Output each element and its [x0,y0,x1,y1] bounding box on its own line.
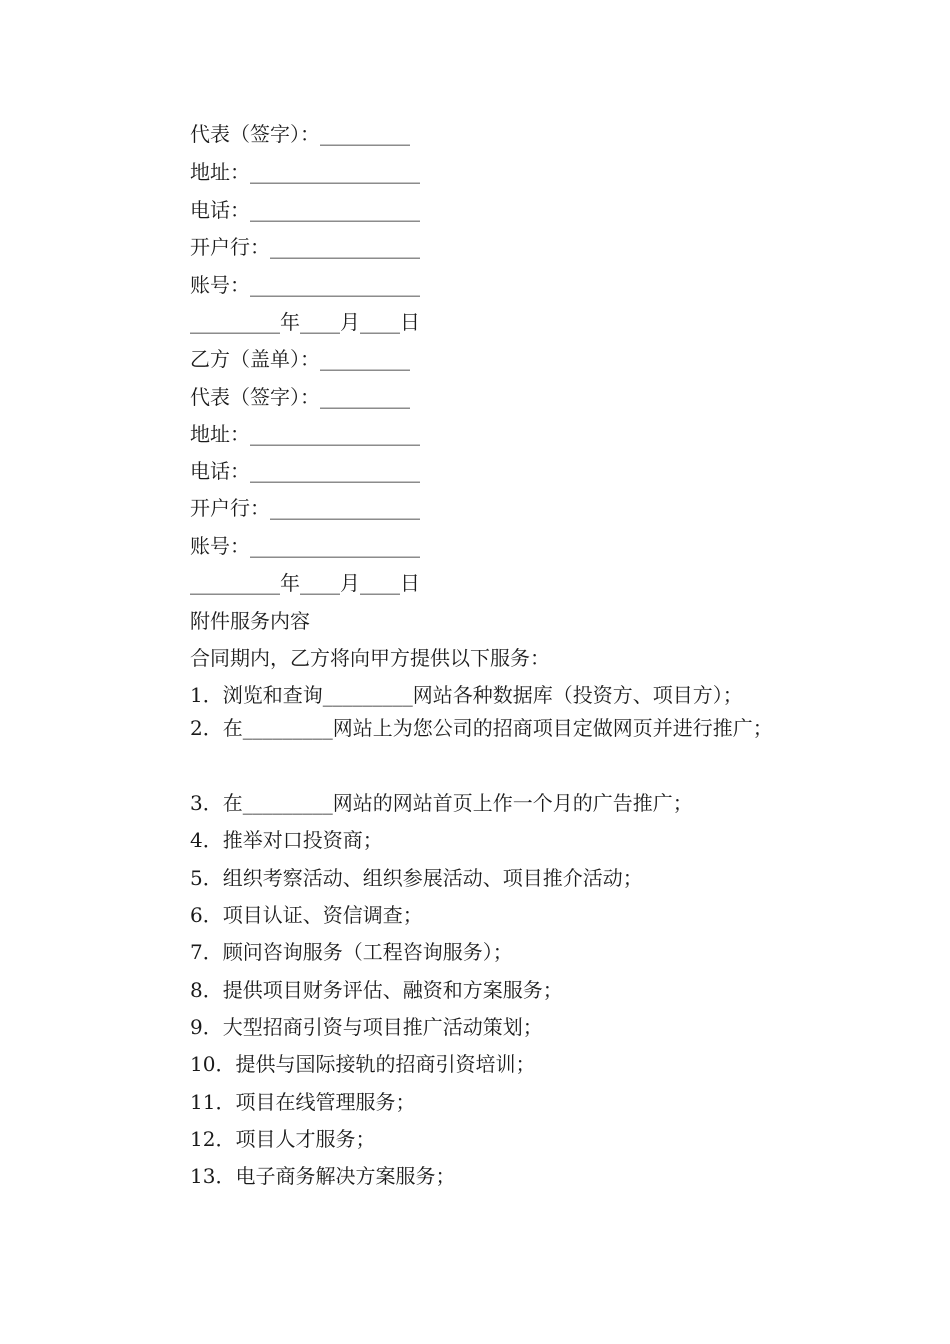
party-b-account-line: 账号：_________________ [190,534,420,558]
service-item-4: 4．推举对口投资商； [190,828,383,852]
party-b-seal-line: 乙方（盖单）：_________ [190,347,410,371]
party-a-rep-line: 代表（签字）：_________ [190,122,410,146]
party-a-address-line: 地址：_________________ [190,160,420,184]
party-b-date-line: _________年____月____日 [190,571,420,595]
party-b-address-line: 地址：_________________ [190,422,420,446]
service-item-10: 10．提供与国际接轨的招商引资培训； [190,1052,536,1076]
service-item-3: 3．在_________网站的网站首页上作一个月的广告推广； [190,791,693,815]
service-item-8: 8．提供项目财务评估、融资和方案服务； [190,978,563,1002]
service-item-1: 1．浏览和查询_________网站各种数据库（投资方、项目方）； [190,683,743,707]
service-item-5: 5．组织考察活动、组织参展活动、项目推介活动； [190,866,643,890]
party-a-bank-line: 开户行：_______________ [190,235,420,259]
service-item-2: 2．在_________网站上为您公司的招商项目定做网页并进行推广； [190,716,773,740]
party-a-date-line: _________年____月____日 [190,310,420,334]
service-item-7: 7．顾问咨询服务（工程咨询服务）； [190,940,513,964]
appendix-title: 附件服务内容 [190,609,310,633]
appendix-intro: 合同期内，乙方将向甲方提供以下服务： [190,646,550,670]
party-b-rep-line: 代表（签字）：_________ [190,385,410,409]
service-item-12: 12．项目人才服务； [190,1127,376,1151]
party-a-account-line: 账号：_________________ [190,273,420,297]
service-item-13: 13．电子商务解决方案服务； [190,1164,456,1188]
service-item-6: 6．项目认证、资信调查； [190,903,423,927]
party-b-phone-line: 电话：_________________ [190,459,420,483]
party-b-bank-line: 开户行：_______________ [190,496,420,520]
service-item-9: 9．大型招商引资与项目推广活动策划； [190,1015,543,1039]
service-item-11: 11．项目在线管理服务； [190,1090,416,1114]
party-a-phone-line: 电话：_________________ [190,198,420,222]
